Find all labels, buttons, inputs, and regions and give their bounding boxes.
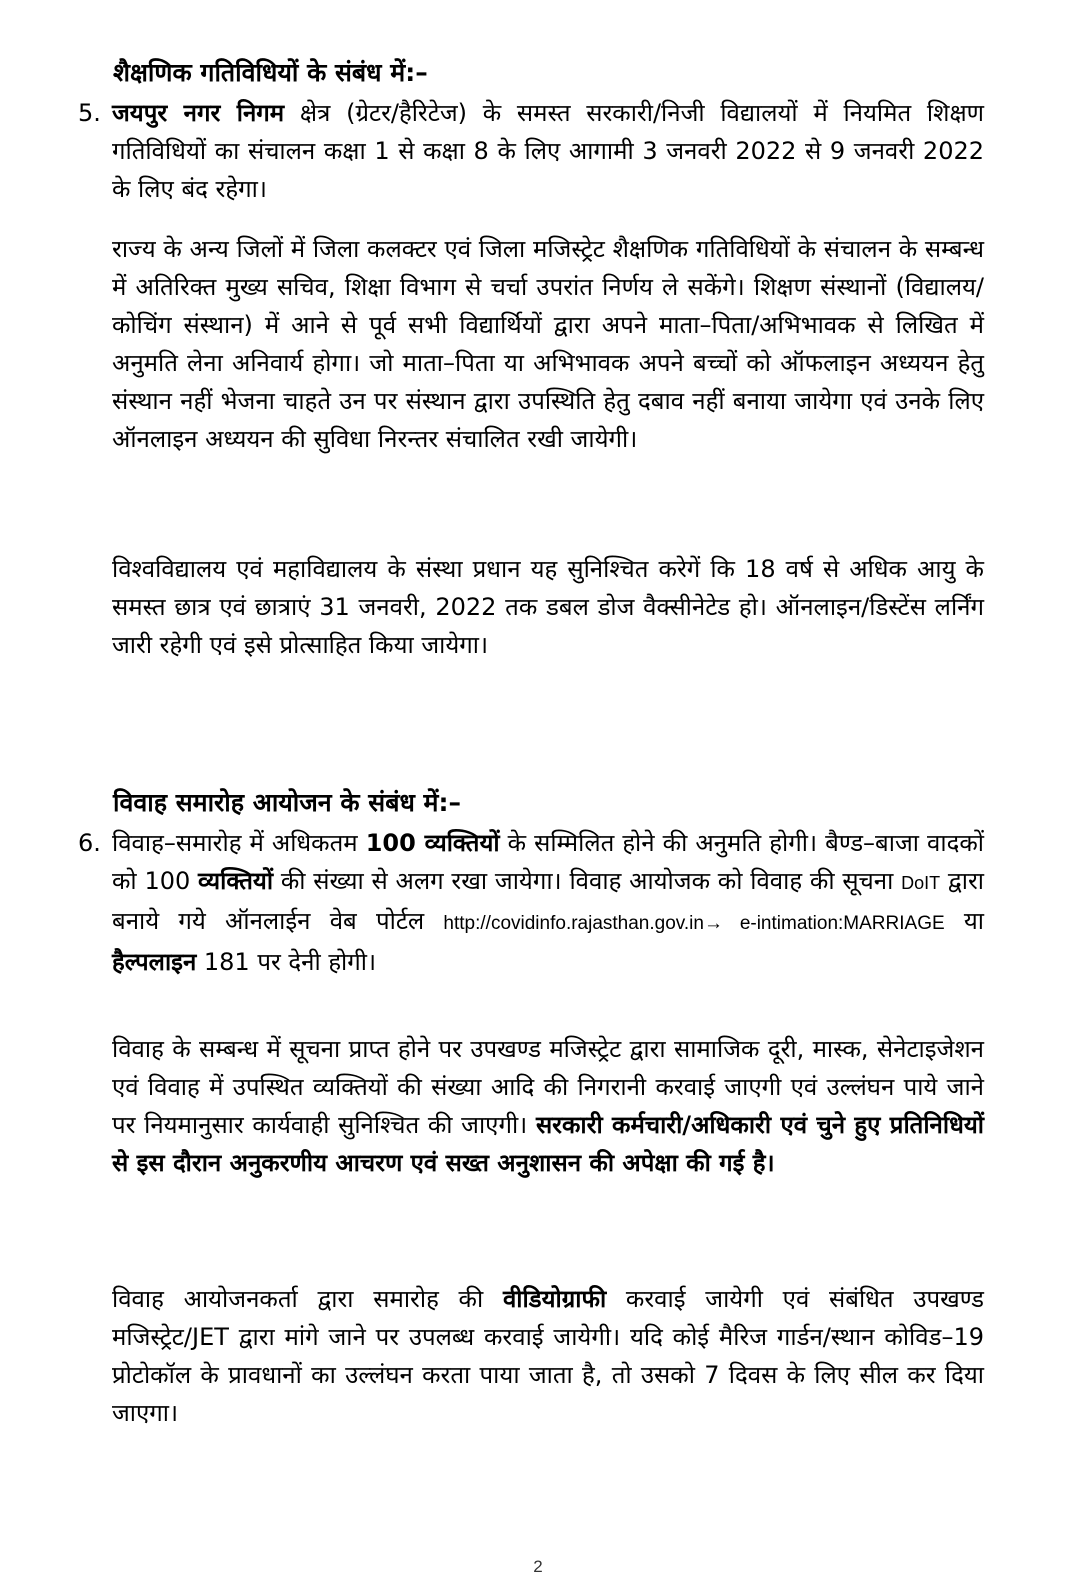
section-6-paragraph-3 bbox=[112, 1280, 984, 1432]
s6-p1-text-i: 181 पर देनी होगी। bbox=[196, 948, 377, 976]
page-number: 2 bbox=[533, 1557, 543, 1576]
s6-p1-text-f: द्वारा बनाये गये ऑनलाईन वेब पोर्टल bbox=[112, 867, 984, 935]
s6-p1-doit: DoIT bbox=[901, 873, 941, 893]
section-5-paragraph-1-text: क्षेत्र (ग्रेटर/हैरिटेज) के समस्त सरकारी/निजी विद्यालयों में नियमित शिक्षण गतिविधियों का संचालन कक्षा 1 से कक्षा 8 के लिए आगामी 3 जनवरी 2022 से 9 जनवरी 2022 के लिए बंद रहेगा। bbox=[112, 99, 985, 203]
section-5-paragraph-2: राज्य के अन्य जिलों में जिला कलक्टर एवं जिला मजिस्ट्रेट शैक्षणिक गतिविधियों के संचालन के सम्बन्ध में अतिरिक्त मुख्य सचिव, शिक्षा विभाग से चर्चा उपरांत निर्णय ले सकेंगे। शिक्षण संस्थानों (विद्यालय/कोचिंग संस्थान) में आने से पूर्व सभी विद्यार्थियों द्वारा अपने माता–पिता/अभिभावक से लिखित में अनुमति लेना अनिवार्य होगा। जो माता–पिता या अभिभावक अपने बच्चों को ऑफलाइन अध्ययन हेतु संस्थान नहीं भेजना चाहते उन पर संस्थान द्वारा उपस्थिति हेतु दबाव नहीं बनाया जायेगा एवं उनके लिए ऑनलाइन अध्ययन की सुविधा निरन्तर संचालित रखी जायेगी। bbox=[112, 235, 984, 453]
s6-p1-bold-count: 100 व्यक्तियों bbox=[365, 829, 500, 857]
s6-p1-text-a: विवाह–समारोह में अधिकतम bbox=[112, 829, 366, 857]
s6-p1-bold-helpline: हैल्पलाइन bbox=[112, 948, 197, 976]
section-6-paragraph-1 bbox=[112, 824, 984, 981]
s6-p1-portal-url: http://covidinfo.rajasthan.gov.in→ e-intimation:MARRIAGE bbox=[443, 913, 945, 934]
section-5-heading: शैक्षणिक गतिविधियों के संबंध में:– bbox=[113, 58, 428, 87]
section-5-paragraph-3: विश्वविद्यालय एवं महाविद्यालय के संस्था प्रधान यह सुनिश्चित करेगें कि 18 वर्ष से अधिक आयु के समस्त छात्र एवं छात्राएं 31 जनवरी, 2022 तक डबल डोज वैक्सीनेटेड हो। ऑनलाइन/डिस्टेंस लर्निंग जारी रहेगी एवं इसे प्रोत्साहित किया जायेगा। bbox=[112, 555, 984, 659]
s6-p3-text-a: विवाह आयोजनकर्ता द्वारा समारोह की bbox=[112, 1285, 503, 1313]
section-6-number: 6. bbox=[78, 829, 101, 857]
s6-p2-bold-text: सरकारी कर्मचारी/अधिकारी एवं चुने हुए प्रतिनिधियों से इस दौरान अनुकरणीय आचरण एवं सख्त अनुशासन की अपेक्षा की गई है। bbox=[112, 1111, 984, 1177]
s6-p1-text-c: के सम्मिलित होने की अनुमति होगी। बैण्ड–बाजा वादकों को 100 bbox=[112, 829, 984, 895]
section-5-paragraph-1 bbox=[112, 94, 984, 208]
section-5-number: 5. bbox=[78, 99, 101, 127]
s6-p3-text-c: करवाई जायेगी एवं संबंधित उपखण्ड मजिस्ट्रेट/JET द्वारा मांगे जाने पर उपलब्ध करवाई जायेगी। यदि कोई मैरिज गार्डन/स्थान कोविड–19 प्रोटोकॉल के प्रावधानों का उल्लंघन करता पाया जाता है, तो उसको 7 दिवस के लिए सील कर दिया जाएगा। bbox=[112, 1285, 984, 1427]
s6-p3-bold-videography: वीडियोग्राफी bbox=[502, 1285, 607, 1313]
s6-p1-text-g: या bbox=[944, 907, 985, 935]
s6-p2-text: विवाह के सम्बन्ध में सूचना प्राप्त होने पर उपखण्ड मजिस्ट्रेट द्वारा सामाजिक दूरी, मास्क, सेनेटाइजेशन एवं विवाह में उपस्थित व्यक्तियों की संख्या आदि की निगरानी करवाई जाएगी एवं उल्लंघन पाये जाने पर नियमानुसार कार्यवाही सुनिश्चित की जाएगी। bbox=[112, 1035, 984, 1139]
section-6-paragraph-2 bbox=[112, 1030, 984, 1182]
s6-p1-bold-persons: व्यक्तियों bbox=[198, 867, 274, 895]
section-6-heading: विवाह समारोह आयोजन के संबंध में:– bbox=[113, 788, 461, 817]
section-5-bold-text: जयपुर नगर निगम bbox=[112, 99, 285, 127]
s6-p1-text-e: की संख्या से अलग रखा जायेगा। विवाह आयोजक को विवाह की सूचना bbox=[273, 867, 902, 895]
